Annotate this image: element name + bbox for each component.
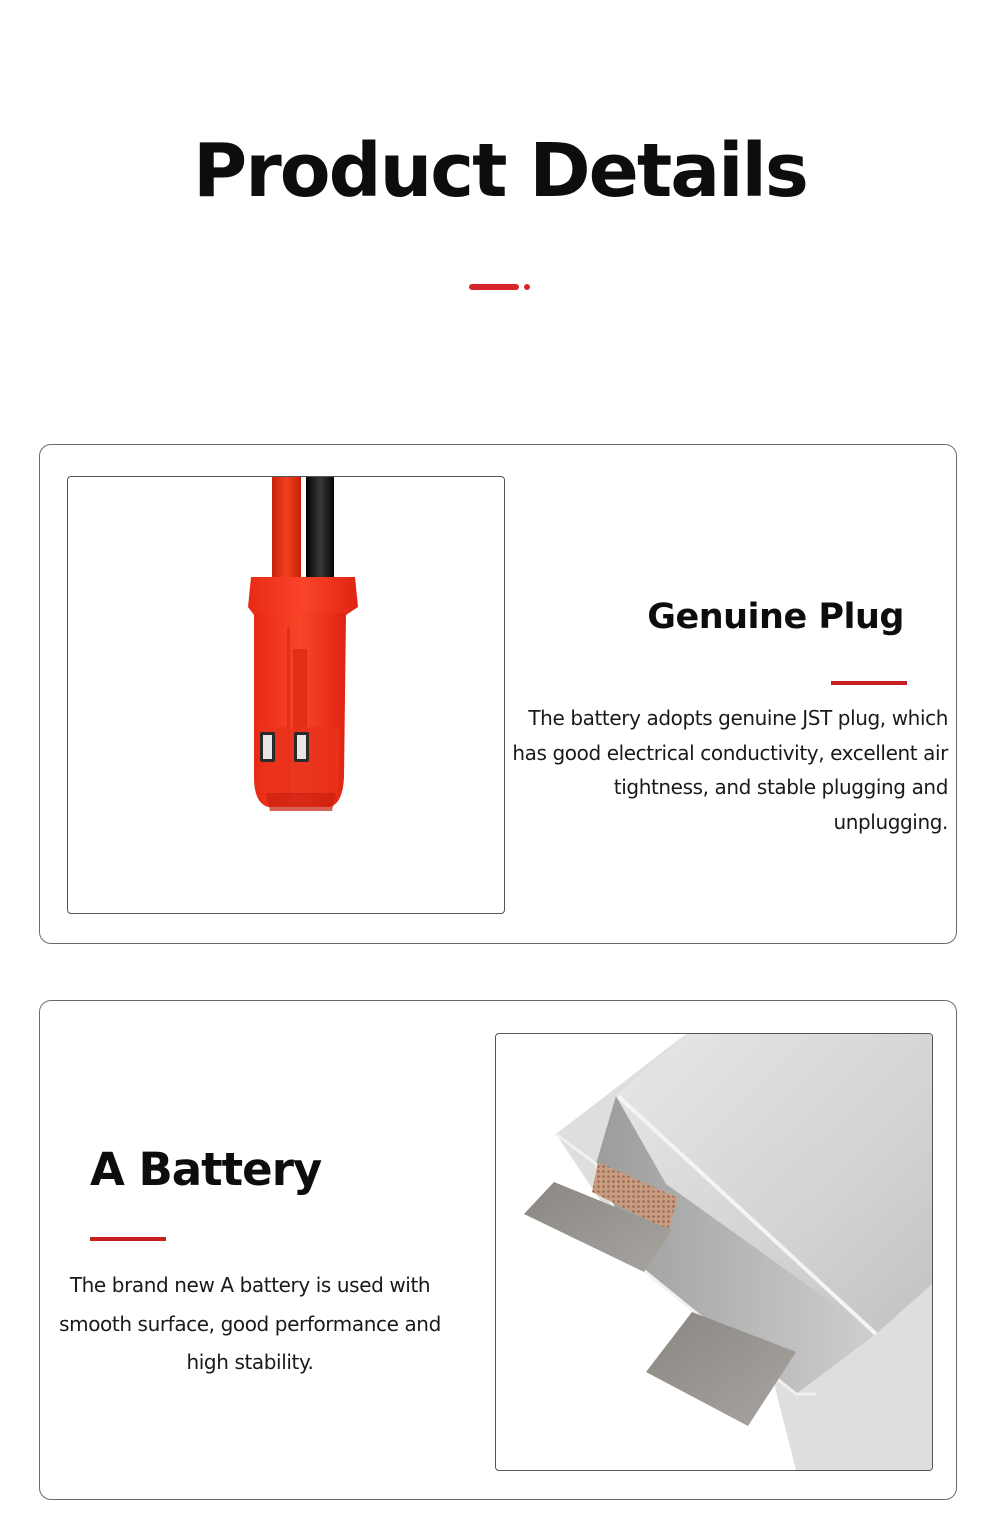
page-title: Product Details: [193, 128, 807, 214]
feature-title: A Battery: [90, 1143, 322, 1196]
jst-connector-icon: [68, 477, 504, 913]
title-accent-divider: [469, 284, 533, 290]
feature-title-underline: [831, 681, 907, 685]
feature-description: The brand new A battery is used with smooth surface, good performance and high stability.: [59, 1273, 441, 1374]
title-accent-dot: [524, 284, 530, 290]
feature-card-a-battery: [39, 1000, 957, 1500]
feature-description: The battery adopts genuine JST plug, which has good electrical conductivity, excellent air tightness, and stable plugging and unplugging.: [512, 706, 948, 834]
battery-photo-frame: [495, 1033, 933, 1471]
feature-title: Genuine Plug: [647, 597, 904, 637]
plug-photo-frame: [67, 476, 505, 914]
feature-title-underline: [90, 1237, 166, 1241]
battery-cell-icon: [496, 1034, 932, 1470]
feature-card-genuine-plug: [39, 444, 957, 944]
title-accent-bar: [469, 284, 519, 290]
